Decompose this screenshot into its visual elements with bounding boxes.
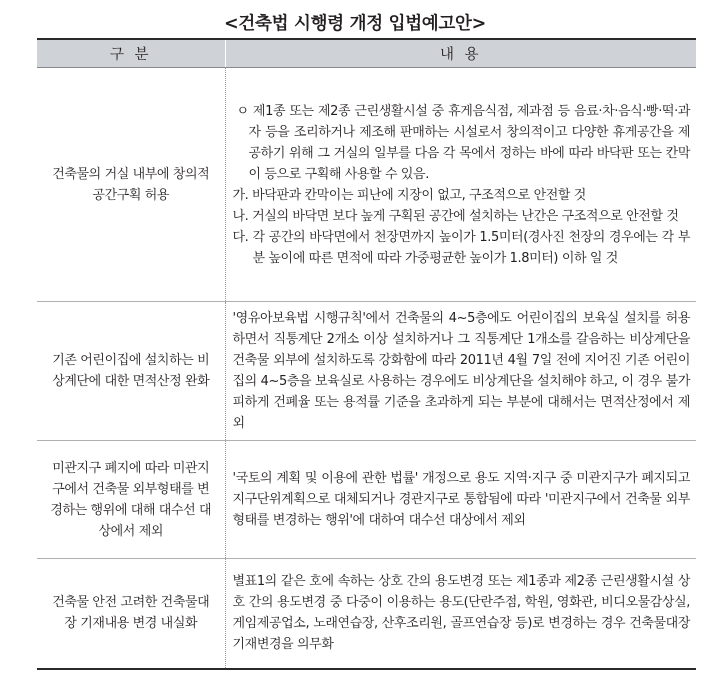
table-row <box>37 441 696 559</box>
header-content: 내 용 <box>225 39 696 68</box>
content-bullet: ㅇ 제1종 또는 제2종 근린생활시설 중 휴게음식점, 제과점 등 음료·차·음식·빵·떡·과자 등을 조리하거나 제조해 판매하는 시설로서 창의적이고 다양한 휴게공간을 제공하기 위해 그 거실의 일부를 다음 각 목에서 정하는 바에 따라 바닥판 또는 칸막이 등으로 구획해 사용할 수 있음. <box>236 103 690 182</box>
row-content <box>225 68 696 302</box>
table-header-row <box>37 39 696 68</box>
header-category: 구 분 <box>37 39 225 68</box>
row-content: '영유아보육법 시행규칙'에서 건축물의 4~5층에도 어린이집의 보육실 설치를 허용하면서 직통계단 2개소 이상 설치하거나 그 직통계단 1개소를 갈음하는 비상계단을 건축물 외부에 설치하도록 강화함에 따라 2011년 4월 7일 전에 지어진 기존 어린이집의 4~5층을 보육실로 사용하는 경우에도 비상계단을 설치해야 하고, 이 경우 불가피하게 건폐율 또는 용적률 기준을 초과하게 되는 부분에 대해서는 면적산정에서 제외 <box>225 302 696 441</box>
table-row <box>37 68 696 302</box>
content-item: 가. 바닥판과 칸막이는 피난에 지장이 없고, 구조적으로 안전할 것 <box>232 187 586 203</box>
table-row <box>37 302 696 441</box>
content-item: 다. 각 공간의 바닥면에서 천장면까지 높이가 1.5미터(경사진 천장의 경우에는 각 부분 높이에 따른 면적에 따라 가중평균한 높이가 1.8미터) 이하 일 것 <box>232 229 690 266</box>
amendment-table <box>37 38 696 670</box>
table-row <box>37 559 696 669</box>
page-title: <건축법 시행령 개정 입법예고안> <box>224 14 486 34</box>
row-category: 미관지구 폐지에 따라 미관지구에서 건축물 외부형태를 변경하는 행위에 대해 대수선 대상에서 제외 <box>37 441 225 559</box>
content-item: 나. 거실의 바닥면 보다 높게 구획된 공간에 설치하는 난간은 구조적으로 안전할 것 <box>232 208 679 224</box>
row-category: 기존 어린이집에 설치하는 비상계단에 대한 면적산정 완화 <box>37 302 225 441</box>
row-category: 건축물의 거실 내부에 창의적 공간구획 허용 <box>37 68 225 302</box>
row-category: 건축물 안전 고려한 건축물대장 기재내용 변경 내실화 <box>37 559 225 669</box>
row-content: '국토의 계획 및 이용에 관한 법률' 개정으로 용도 지역·지구 중 미관지구가 폐지되고 지구단위계획으로 대체되거나 경관지구로 통합됨에 따라 '미관지구에서 건축물 외부형태를 변경하는 행위'에 대하여 대수선 대상에서 제외 <box>225 441 696 559</box>
row-content: 별표1의 같은 호에 속하는 상호 간의 용도변경 또는 제1종과 제2종 근린생활시설 상호 간의 용도변경 중 다중이 이용하는 용도(단란주점, 학원, 영화관, 비디오물감상실, 게임제공업소, 노래연습장, 산후조리원, 골프연습장 등)로 변경하는 경우 건축물대장 기재변경을 의무화 <box>225 559 696 669</box>
